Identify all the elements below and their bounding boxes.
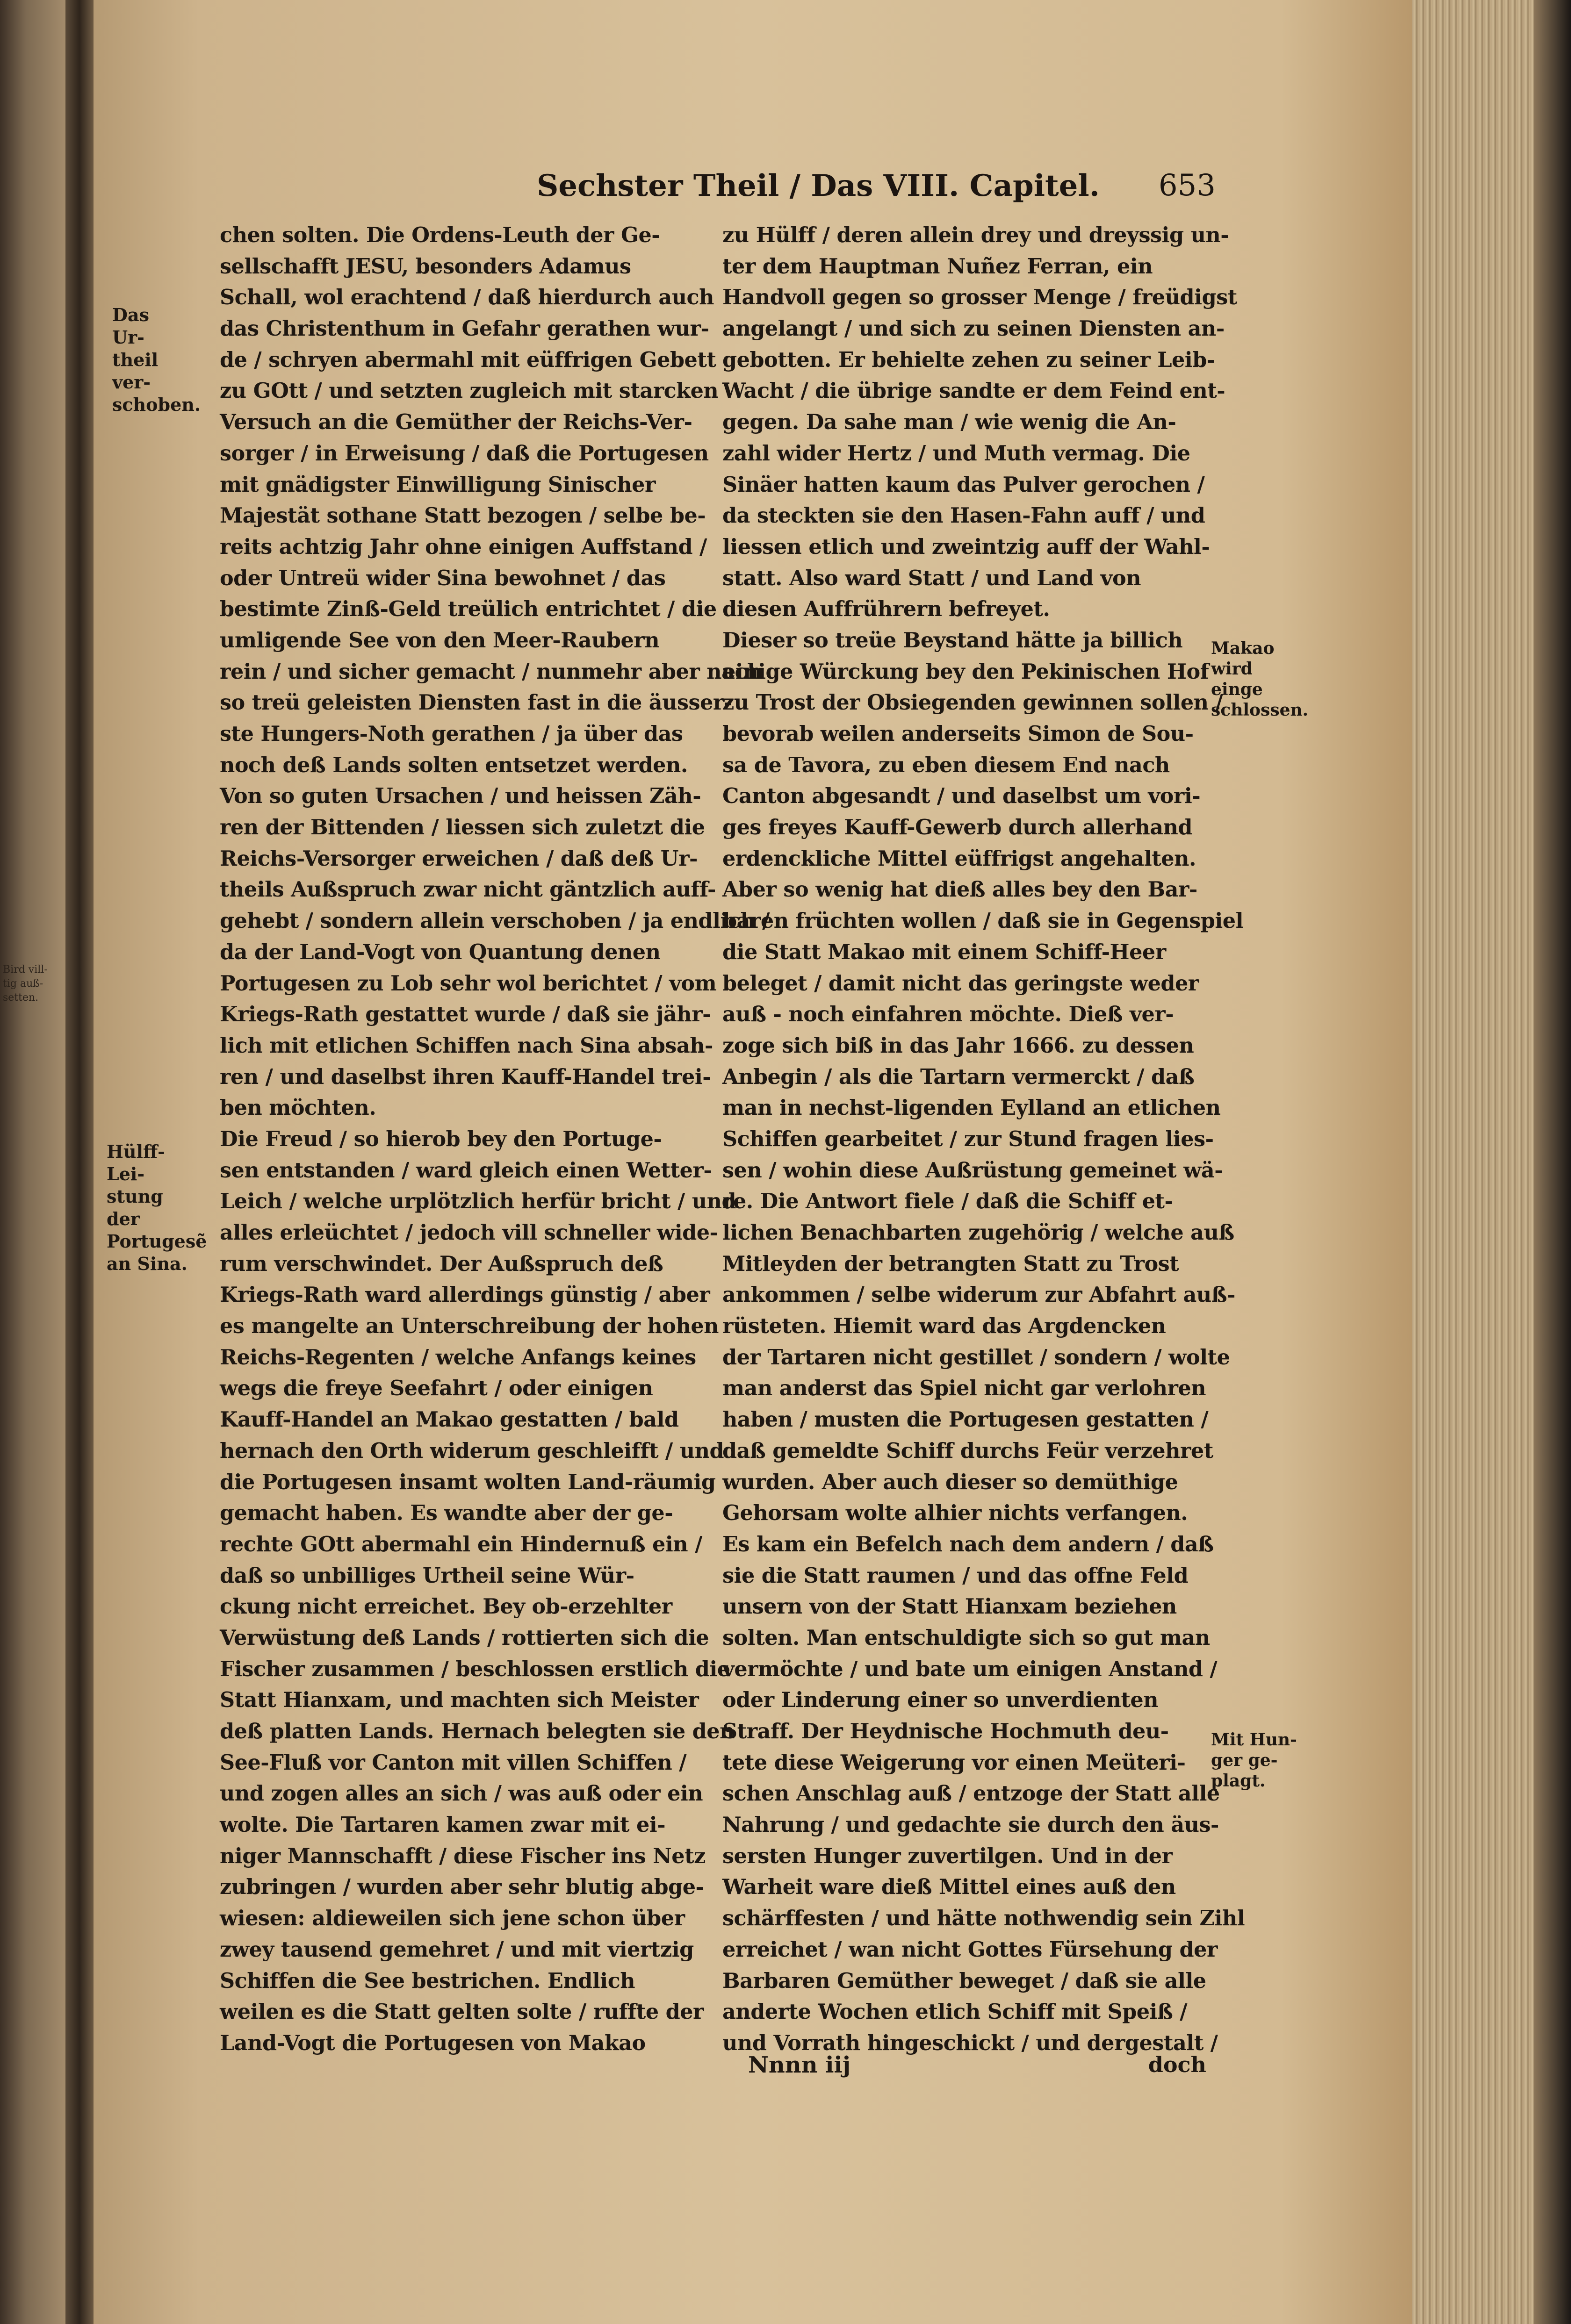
text-line: so treü geleisten Diensten fast in die äusser- <box>220 690 732 715</box>
text-line: Barbaren Gemüther beweget / daß sie alle <box>722 1968 1206 1993</box>
facing-page-margin-note <box>3 963 54 1005</box>
text-line: ter dem Hauptman Nuñez Ferran, ein <box>722 254 1153 279</box>
text-line: ste Hungers-Noth gerathen / ja über das <box>220 722 683 746</box>
page-number: 653 <box>1158 168 1216 203</box>
page-edges <box>1412 0 1571 2324</box>
margin-note-hunger <box>1211 1729 1304 1791</box>
margin-line: plagt. <box>1211 1771 1266 1791</box>
text-line: Schiffen gearbeitet / zur Stund fragen lies- <box>722 1126 1214 1151</box>
margin-line: Hülff-Lei- <box>107 1141 165 1184</box>
text-line: Von so guten Ursachen / und heissen Zäh- <box>220 784 701 809</box>
text-line: Nahrung / und gedachte sie durch den äus- <box>722 1813 1219 1837</box>
text-line: da der Land-Vogt von Quantung denen <box>220 940 661 964</box>
text-line: sen entstanden / ward gleich einen Wetter- <box>220 1158 712 1183</box>
text-line: ckung nicht erreichet. Bey ob-erzehlter <box>220 1594 672 1619</box>
text-line: Statt Hianxam, und machten sich Meister <box>220 1688 699 1713</box>
text-line: zu Hülff / deren allein drey und dreyssig un- <box>722 223 1229 247</box>
text-line: bevorab weilen anderseits Simon de Sou- <box>722 722 1194 746</box>
text-line: schen Anschlag auß / entzoge der Statt alle <box>722 1781 1220 1806</box>
text-line: Portugesen zu Lob sehr wol berichtet / vom <box>220 971 717 996</box>
text-line: und Vorrath hingeschickt / und dergestalt / <box>722 2030 1218 2055</box>
text-line: gehebt / sondern allein verschoben / ja endlich / <box>220 909 770 933</box>
margin-note-makao <box>1211 638 1309 720</box>
text-line: ren / und daselbst ihren Kauff-Handel trei- <box>220 1064 711 1089</box>
text-line: Canton abgesandt / und daselbst um vori- <box>722 784 1201 809</box>
text-line: anderte Wochen etlich Schiff mit Speiß / <box>722 2000 1188 2024</box>
text-line: oder Linderung einer so unverdienten <box>722 1688 1159 1713</box>
text-line: wiesen: aldieweilen sich jene schon über <box>220 1906 685 1931</box>
text-line: haben / musten die Portugesen gestatten / <box>722 1407 1209 1432</box>
text-line: Kriegs-Rath ward allerdings günstig / aber <box>220 1283 710 1307</box>
text-line: zoge sich biß in das Jahr 1666. zu dessen <box>722 1033 1194 1058</box>
text-line: noch deß Lands solten entsetzet werden. <box>220 753 688 777</box>
text-line: solten. Man entschuldigte sich so gut man <box>722 1625 1210 1650</box>
margin-line: Makao <box>1211 638 1275 658</box>
text-line: Aber so wenig hat dieß alles bey den Bar- <box>722 877 1197 902</box>
text-line: man anderst das Spiel nicht gar verlohren <box>722 1376 1206 1401</box>
text-line: Gehorsam wolte alhier nichts verfangen. <box>722 1501 1188 1526</box>
text-line: rum verschwindet. Der Außspruch deß <box>220 1251 663 1276</box>
text-line: Fischer zusammen / beschlossen erstlich die <box>220 1657 730 1681</box>
text-line: Warheit ware dieß Mittel eines auß den <box>722 1875 1176 1900</box>
text-line: Majestät sothane Statt bezogen / selbe be- <box>220 503 706 528</box>
text-line: erdenckliche Mittel eüffrigst angehalten. <box>722 846 1196 871</box>
text-line: wegs die freye Seefahrt / oder einigen <box>220 1376 653 1401</box>
text-line: re. Die Antwort fiele / daß die Schiff et- <box>722 1189 1173 1214</box>
text-line: theils Außspruch zwar nicht gäntzlich auff- <box>220 877 716 902</box>
text-line: hernach den Orth widerum geschleifft / und <box>220 1438 724 1463</box>
margin-line: Bird vill- <box>3 964 48 976</box>
text-line: diesen Auffrührern befreyet. <box>722 597 1050 622</box>
text-line: See-Fluß vor Canton mit villen Schiffen / <box>220 1750 687 1775</box>
text-line: liessen etlich und zweintzig auff der Wahl- <box>722 534 1210 559</box>
margin-line: Portugesẽ <box>107 1231 207 1252</box>
text-line: gebotten. Er behielte zehen zu seiner Leib- <box>722 347 1215 372</box>
text-line: die Portugesen insamt wolten Land-räumig <box>220 1470 716 1494</box>
text-line: vermöchte / und bate um einigen Anstand / <box>722 1657 1218 1681</box>
text-line: rüsteten. Hiemit ward das Argdencken <box>722 1314 1166 1339</box>
margin-note-huelffleistung <box>107 1140 207 1275</box>
text-line: weilen es die Statt gelten solte / ruffte der <box>220 2000 704 2024</box>
text-line: Die Freud / so hierob bey den Portuge- <box>220 1126 662 1151</box>
margin-line: an Sina. <box>107 1253 187 1274</box>
text-line: statt. Also ward Statt / und Land von <box>722 566 1141 590</box>
text-line: alles erleüchtet / jedoch vill schneller wide- <box>220 1220 718 1245</box>
text-line: zubringen / wurden aber sehr blutig abge- <box>220 1875 704 1900</box>
text-line: Mitleyden der betrangten Statt zu Trost <box>722 1251 1179 1276</box>
margin-line: ger ge- <box>1211 1750 1278 1770</box>
text-line: man in nechst-ligenden Eylland an etlichen <box>722 1096 1221 1120</box>
text-line: tete diese Weigerung vor einen Meüteri- <box>722 1750 1186 1775</box>
text-line: Leich / welche urplötzlich herfür bricht / und <box>220 1189 736 1214</box>
text-line: lichen Benachbarten zugehörig / welche auß <box>722 1220 1234 1245</box>
text-line: rechte GOtt abermahl ein Hindernuß ein / <box>220 1532 702 1557</box>
text-line: gegen. Da sahe man / wie wenig die An- <box>722 410 1176 435</box>
text-line: baren früchten wollen / daß sie in Gegenspiel <box>722 909 1244 933</box>
text-line: es mangelte an Unterschreibung der hohen <box>220 1314 719 1339</box>
text-line: deß platten Lands. Hernach belegten sie den <box>220 1719 735 1743</box>
text-line: zahl wider Hertz / und Muth vermag. Die <box>722 441 1190 466</box>
text-line: und zogen alles an sich / was auß oder ein <box>220 1781 703 1806</box>
text-line: de / schryen abermahl mit eüffrigen Gebett <box>220 347 716 372</box>
text-line: der Tartaren nicht gestillet / sondern / wolte <box>722 1345 1230 1370</box>
book-gutter <box>65 0 94 2324</box>
margin-line: theil ver- <box>112 349 159 393</box>
text-line: zu GOtt / und setzten zugleich mit starcken <box>220 379 719 403</box>
text-line: ben möchten. <box>220 1096 376 1120</box>
text-line: mit gnädigster Einwilligung Sinischer <box>220 472 656 497</box>
text-line: ren der Bittenden / liessen sich zuletzt die <box>220 815 705 840</box>
margin-line: schoben. <box>112 394 201 415</box>
text-line: Kauff-Handel an Makao gestatten / bald <box>220 1407 679 1432</box>
text-line: niger Mannschafft / diese Fischer ins Netz <box>220 1843 706 1868</box>
text-line: einige Würckung bey den Pekinischen Hof <box>722 659 1209 684</box>
margin-line: schlossen. <box>1211 700 1309 720</box>
text-line: Wacht / die übrige sandte er dem Feind ent- <box>722 379 1225 403</box>
text-line: daß so unbilliges Urtheil seine Wür- <box>220 1563 634 1588</box>
margin-line: Mit Hun- <box>1211 1730 1297 1750</box>
running-head: Sechster Theil / Das VIII. Capitel. <box>537 168 1100 203</box>
text-line: beleget / damit nicht das geringste weder <box>722 971 1199 996</box>
text-line: auß - noch einfahren möchte. Dieß ver- <box>722 1002 1174 1027</box>
margin-note-urtheil <box>112 304 201 416</box>
text-line: Schall, wol erachtend / daß hierdurch auch <box>220 285 714 310</box>
catchword: doch <box>1148 2052 1206 2077</box>
text-line: sorger / in Erweisung / daß die Portugesen <box>220 441 709 466</box>
facing-page-edge <box>0 0 65 2324</box>
text-line: lich mit etlichen Schiffen nach Sina absah- <box>220 1033 713 1058</box>
text-line: Anbegin / als die Tartarn vermerckt / daß <box>722 1064 1195 1089</box>
text-line: Reichs-Versorger erweichen / daß deß Ur- <box>220 846 698 871</box>
text-line: Reichs-Regenten / welche Anfangs keines <box>220 1345 696 1370</box>
text-line: Verwüstung deß Lands / rottierten sich die <box>220 1625 709 1650</box>
text-line: reits achtzig Jahr ohne einigen Auffstand / <box>220 534 707 559</box>
text-line: da steckten sie den Hasen-Fahn auff / und <box>722 503 1205 528</box>
text-line: Land-Vogt die Portugesen von Makao <box>220 2030 646 2055</box>
text-line: Straff. Der Heydnische Hochmuth deu- <box>722 1719 1169 1743</box>
margin-line: Das Ur- <box>112 304 149 348</box>
text-column-left <box>220 220 770 2059</box>
text-line: Dieser so treüe Beystand hätte ja billich <box>722 628 1183 653</box>
text-line: wolte. Die Tartaren kamen zwar mit ei- <box>220 1813 666 1837</box>
text-line: oder Untreü wider Sina bewohnet / das <box>220 566 666 590</box>
text-line: sellschafft JESU, besonders Adamus <box>220 254 631 279</box>
text-line: zwey tausend gemehret / und mit viertzig <box>220 1937 694 1962</box>
text-line: wurden. Aber auch dieser so demüthige <box>722 1470 1178 1494</box>
text-line: Es kam ein Befelch nach dem andern / daß <box>722 1532 1214 1557</box>
text-line: ankommen / selbe widerum zur Abfahrt auß- <box>722 1283 1235 1307</box>
text-line: sersten Hunger zuvertilgen. Und in der <box>722 1843 1173 1868</box>
text-line: umligende See von den Meer-Raubern <box>220 628 660 653</box>
text-line: schärffesten / und hätte nothwendig sein Zihl <box>722 1906 1245 1931</box>
text-line: chen solten. Die Ordens-Leuth der Ge- <box>220 223 660 247</box>
text-line: unsern von der Statt Hianxam beziehen <box>722 1594 1177 1619</box>
text-line: bestimte Zinß-Geld treülich entrichtet / die <box>220 597 717 622</box>
text-line: sa de Tavora, zu eben diesem End nach <box>722 753 1170 777</box>
text-line: zu Trost der Obsiegenden gewinnen sollen / <box>722 690 1223 715</box>
signature-mark: Nnnn iij <box>748 2052 851 2078</box>
text-line: daß gemeldte Schiff durchs Feür verzehret <box>722 1438 1213 1463</box>
text-line: ges freyes Kauff-Gewerb durch allerhand <box>722 815 1193 840</box>
margin-line: wird einge <box>1211 659 1263 699</box>
text-line: rein / und sicher gemacht / nunmehr aber nach <box>220 659 762 684</box>
text-line: Versuch an die Gemüther der Reichs-Ver- <box>220 410 692 435</box>
text-line: sen / wohin diese Außrüstung gemeinet wä- <box>722 1158 1223 1183</box>
text-line: die Statt Makao mit einem Schiff-Heer <box>722 940 1166 964</box>
text-line: das Christenthum in Gefahr gerathen wur- <box>220 316 709 341</box>
text-line: Kriegs-Rath gestattet wurde / daß sie jähr- <box>220 1002 711 1027</box>
text-line: erreichet / wan nicht Gottes Fürsehung der <box>722 1937 1218 1962</box>
margin-line: stung der <box>107 1186 163 1229</box>
text-line: Sinäer hatten kaum das Pulver gerochen / <box>722 472 1205 497</box>
text-line: Schiffen die See bestrichen. Endlich <box>220 1968 635 1993</box>
text-line: angelangt / und sich zu seinen Diensten an- <box>722 316 1225 341</box>
text-line: Handvoll gegen so grosser Menge / freüdigst <box>722 285 1237 310</box>
margin-line: tig auß- <box>3 978 43 990</box>
text-line: sie die Statt raumen / und das offne Feld <box>722 1563 1189 1588</box>
margin-line: setten. <box>3 992 39 1004</box>
text-line: gemacht haben. Es wandte aber der ge- <box>220 1501 673 1526</box>
